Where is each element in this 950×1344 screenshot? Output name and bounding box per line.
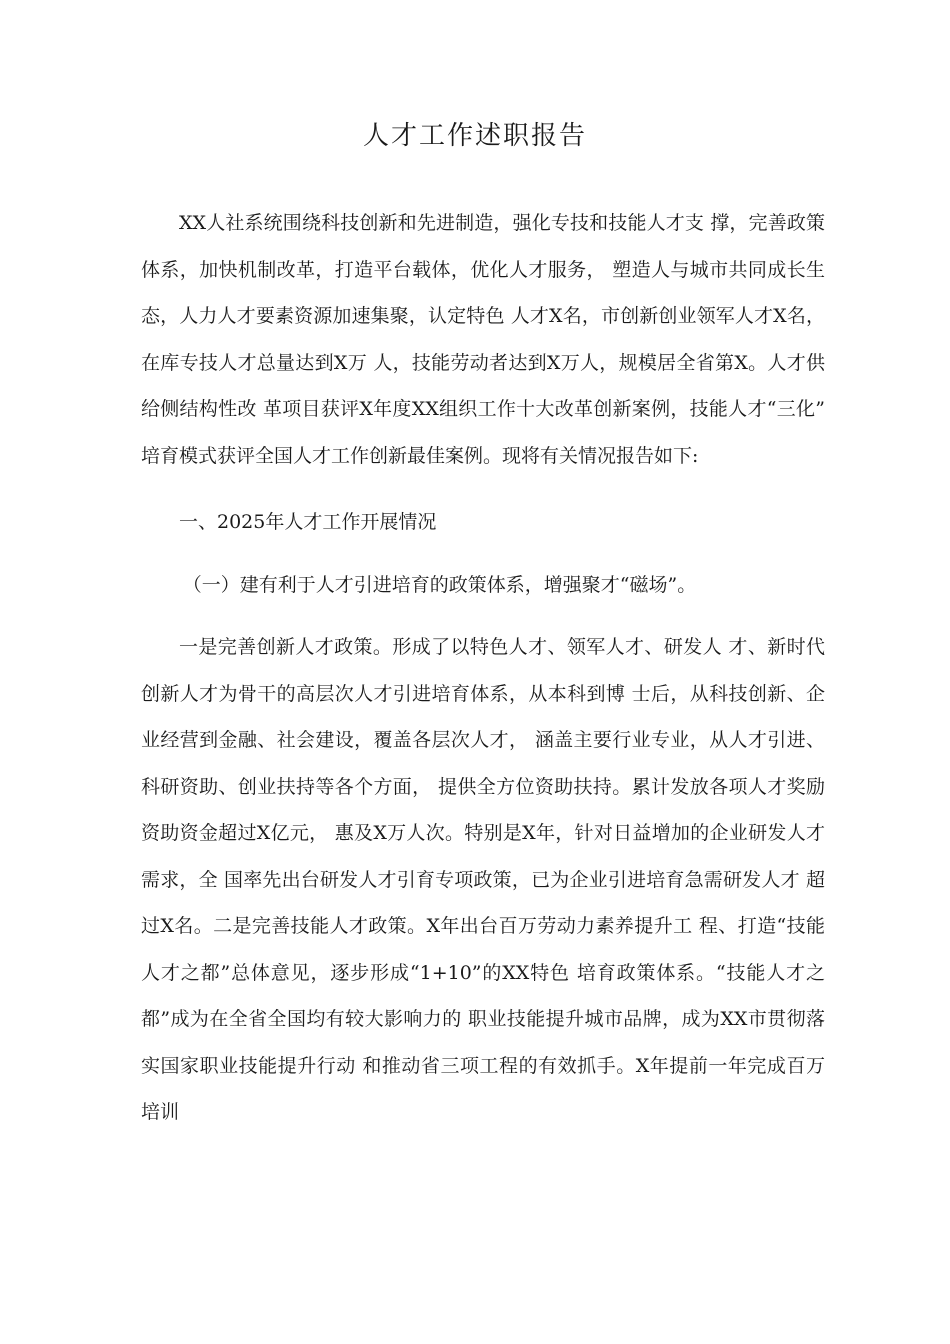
document-body xyxy=(141,200,825,1136)
subsection-heading: （一）建有利于人才引进培育的政策体系，增强聚才“磁场”。 xyxy=(182,573,697,596)
intro-paragraph: XX人社系统围绕科技创新和先进制造，强化专技和技能人才支 撑，完善政策体系，加快机制改革，打造平台载体，优化人才服务， 塑造人与城市共同成长生态，人力人才要素资源加速集聚，认定特色 人才X名，市创新创业领军人才X名，在库专技人才总量达到X万 人，技能劳动者达到X万人，规模居全省第X。人才供给侧结构性改 革项目获评X年度XX组织工作十大改革创新案例，技能人才“三化” 培育模式获评全国人才工作创新最佳案例。现将有关情况报告如下: xyxy=(141,212,825,467)
section-heading: 一、2025年人才工作开展情况 xyxy=(179,511,437,533)
body-paragraph: 一是完善创新人才政策。形成了以特色人才、领军人才、研发人 才、新时代创新人才为骨干的高层次人才引进培育体系，从本科到博 士后，从科技创新、企业经营到金融、社会建设，覆盖各层次人才， 涵盖主要行业专业，从人才引进、科研资助、创业扶持等各个方面， 提供全方位资助扶持。累计发放各项人才奖励资助资金超过X亿元， 惠及X万人次。特别是X年，针对日益增加的企业研发人才需求，全 国率先出台研发人才引育专项政策，已为企业引进培育急需研发人才 超过X名。二是完善技能人才政策。X年出台百万劳动力素养提升工 程、打造“技能人才之都”总体意见，逐步形成“1+10”的XX特色 培育政策体系。“技能人才之都”成为在全省全国均有较大影响力的 职业技能提升城市品牌，成为XX市贯彻落实国家职业技能提升行动 和推动省三项工程的有效抓手。X年提前一年完成百万培训 xyxy=(141,636,825,1123)
document-title: 人才工作述职报告 xyxy=(362,121,587,151)
